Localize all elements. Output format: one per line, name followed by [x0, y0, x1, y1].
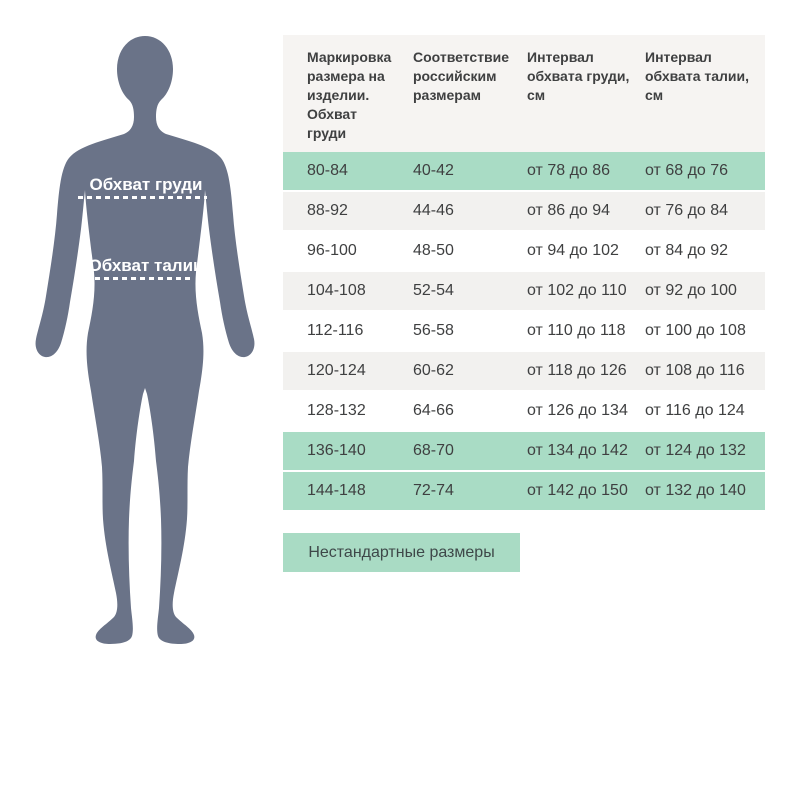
table-cell: от 102 до 110	[527, 282, 627, 299]
table-row	[283, 392, 765, 430]
table-row	[283, 432, 765, 470]
column-header-russian-sizes: Соответствие российским размерам	[413, 49, 510, 103]
table-cell: 56-58	[413, 322, 454, 339]
table-cell: 52-54	[413, 282, 454, 299]
table-row	[283, 472, 765, 510]
table-header-row	[283, 35, 765, 152]
chest-circumference-label: Обхват груди	[89, 175, 203, 194]
table-cell: от 94 до 102	[527, 242, 619, 259]
table-cell: от 84 до 92	[645, 242, 729, 259]
table-cell: 80-84	[307, 162, 348, 179]
nonstandard-sizes-button[interactable]: Нестандартные размеры	[283, 533, 520, 572]
table-cell: от 68 до 76	[645, 162, 729, 179]
column-header-size-marking: Маркировка размера на изделии. Обхват груди	[307, 49, 392, 141]
table-cell: от 116 до 124	[645, 402, 745, 419]
table-row	[283, 272, 765, 310]
table-cell: 40-42	[413, 162, 454, 179]
male-silhouette	[36, 36, 255, 644]
table-cell: от 134 до 142	[527, 442, 628, 459]
waist-measure-line	[95, 277, 193, 280]
table-cell: от 78 до 86	[527, 162, 611, 179]
table-row	[283, 232, 765, 270]
table-cell: 144-148	[307, 482, 366, 499]
table-cell: 68-70	[413, 442, 454, 459]
table-cell: от 92 до 100	[645, 282, 737, 299]
table-cell: от 76 до 84	[645, 202, 729, 219]
table-row	[283, 152, 765, 190]
table-cell: от 142 до 150	[527, 482, 628, 499]
table-cell: от 86 до 94	[527, 202, 611, 219]
table-cell: 44-46	[413, 202, 454, 219]
column-header-waist-interval: Интервал обхвата талии, см	[645, 49, 750, 103]
table-cell: от 132 до 140	[645, 482, 746, 499]
table-cell: 112-116	[307, 322, 364, 339]
table-cell: 64-66	[413, 402, 454, 419]
table-cell: 88-92	[307, 202, 348, 219]
table-cell: 48-50	[413, 242, 454, 259]
column-header-chest-interval: Интервал обхвата груди, см	[527, 49, 630, 103]
table-cell: от 124 до 132	[645, 442, 746, 459]
table-cell: 60-62	[413, 362, 454, 379]
table-cell: 136-140	[307, 442, 366, 459]
table-cell: 128-132	[307, 402, 366, 419]
size-table	[283, 35, 765, 512]
chest-measure-line	[78, 196, 207, 199]
table-cell: 72-74	[413, 482, 454, 499]
table-cell: 120-124	[307, 362, 366, 379]
table-cell: от 108 до 116	[645, 362, 745, 379]
table-row	[283, 312, 765, 350]
waist-circumference-label: Обхват талии	[88, 256, 204, 275]
table-cell: от 110 до 118	[527, 322, 626, 339]
table-cell: от 126 до 134	[527, 402, 628, 419]
table-cell: от 100 до 108	[645, 322, 746, 339]
table-cell: 96-100	[307, 242, 357, 259]
table-row	[283, 192, 765, 230]
table-cell: от 118 до 126	[527, 362, 627, 379]
table-body	[283, 152, 765, 510]
table-cell: 104-108	[307, 282, 366, 299]
table-row	[283, 352, 765, 390]
